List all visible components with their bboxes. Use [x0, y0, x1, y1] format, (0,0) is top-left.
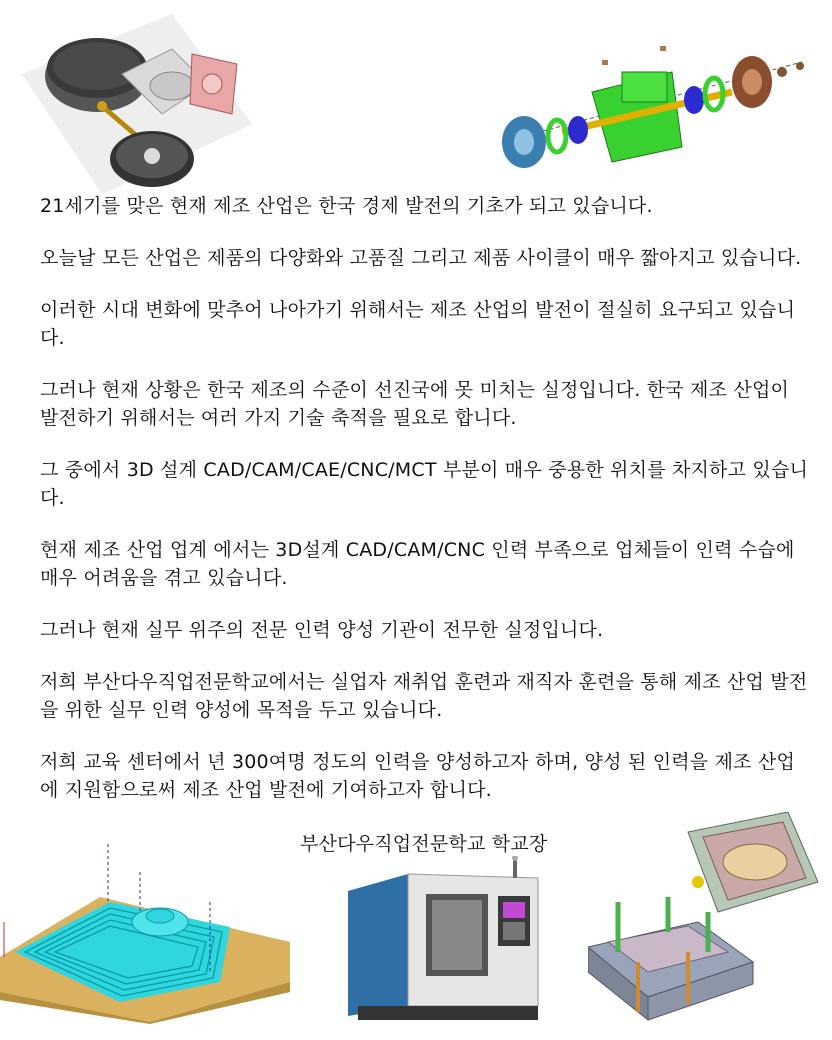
cnc-machine-image: [348, 856, 568, 1024]
paragraph-8: 저희 부산다우직업전문학교에서는 실업자 재취업 훈련과 재직자 훈련을 통해 제조 산업 발전을 위한 실무 인력 양성에 목적을 두고 있습니다.: [40, 671, 808, 721]
paragraph-5: 그 중에서 3D 설계 CAD/CAM/CAE/CNC/MCT 부분이 매우 중용한 위치를 차지하고 있습니다.: [40, 459, 809, 509]
paragraph-1: 21세기를 맞은 현재 제조 산업은 한국 경제 발전의 기초가 되고 있습니다.: [40, 195, 653, 217]
paragraph-9: 저희 교육 센터에서 년 300여명 정도의 인력을 양성하고자 하며, 양성 된 인력을 제조 산업에 지원함으로써 제조 산업 발전에 기여하고자 합니다.: [40, 751, 796, 801]
piston-assembly-image: [22, 14, 252, 194]
paragraph-7: 그러나 현재 실무 위주의 전문 인력 양성 기관이 전무한 실정입니다.: [40, 619, 604, 641]
paragraph-4: 그러나 현재 상황은 한국 제조의 수준이 선진국에 못 미치는 실정입니다. 한국 제조 산업이 발전하기 위해서는 여러 가지 기술 축적을 필요로 합니다.: [40, 379, 790, 429]
gear-shaft-assembly-image: [482, 32, 822, 170]
paragraph-2: 오늘날 모든 산업은 제품의 다양화와 고품질 그리고 제품 사이클이 매우 짧아지고 있습니다.: [40, 247, 802, 269]
body-text: [40, 192, 810, 828]
paragraph-3: 이러한 시대 변화에 맞추어 나아가기 위해서는 제조 산업의 발전이 절실히 요구되고 있습니다.: [40, 299, 796, 349]
paragraph-6: 현재 제조 산업 업계 에서는 3D설계 CAD/CAM/CNC 인력 부족으로 업체들이 인력 수습에 매우 어려움을 겪고 있습니다.: [40, 539, 795, 589]
cam-toolpath-image: [0, 842, 295, 1024]
signature: 부산다우직업전문학교 학교장: [300, 833, 548, 855]
mold-assembly-image: [588, 812, 824, 1024]
